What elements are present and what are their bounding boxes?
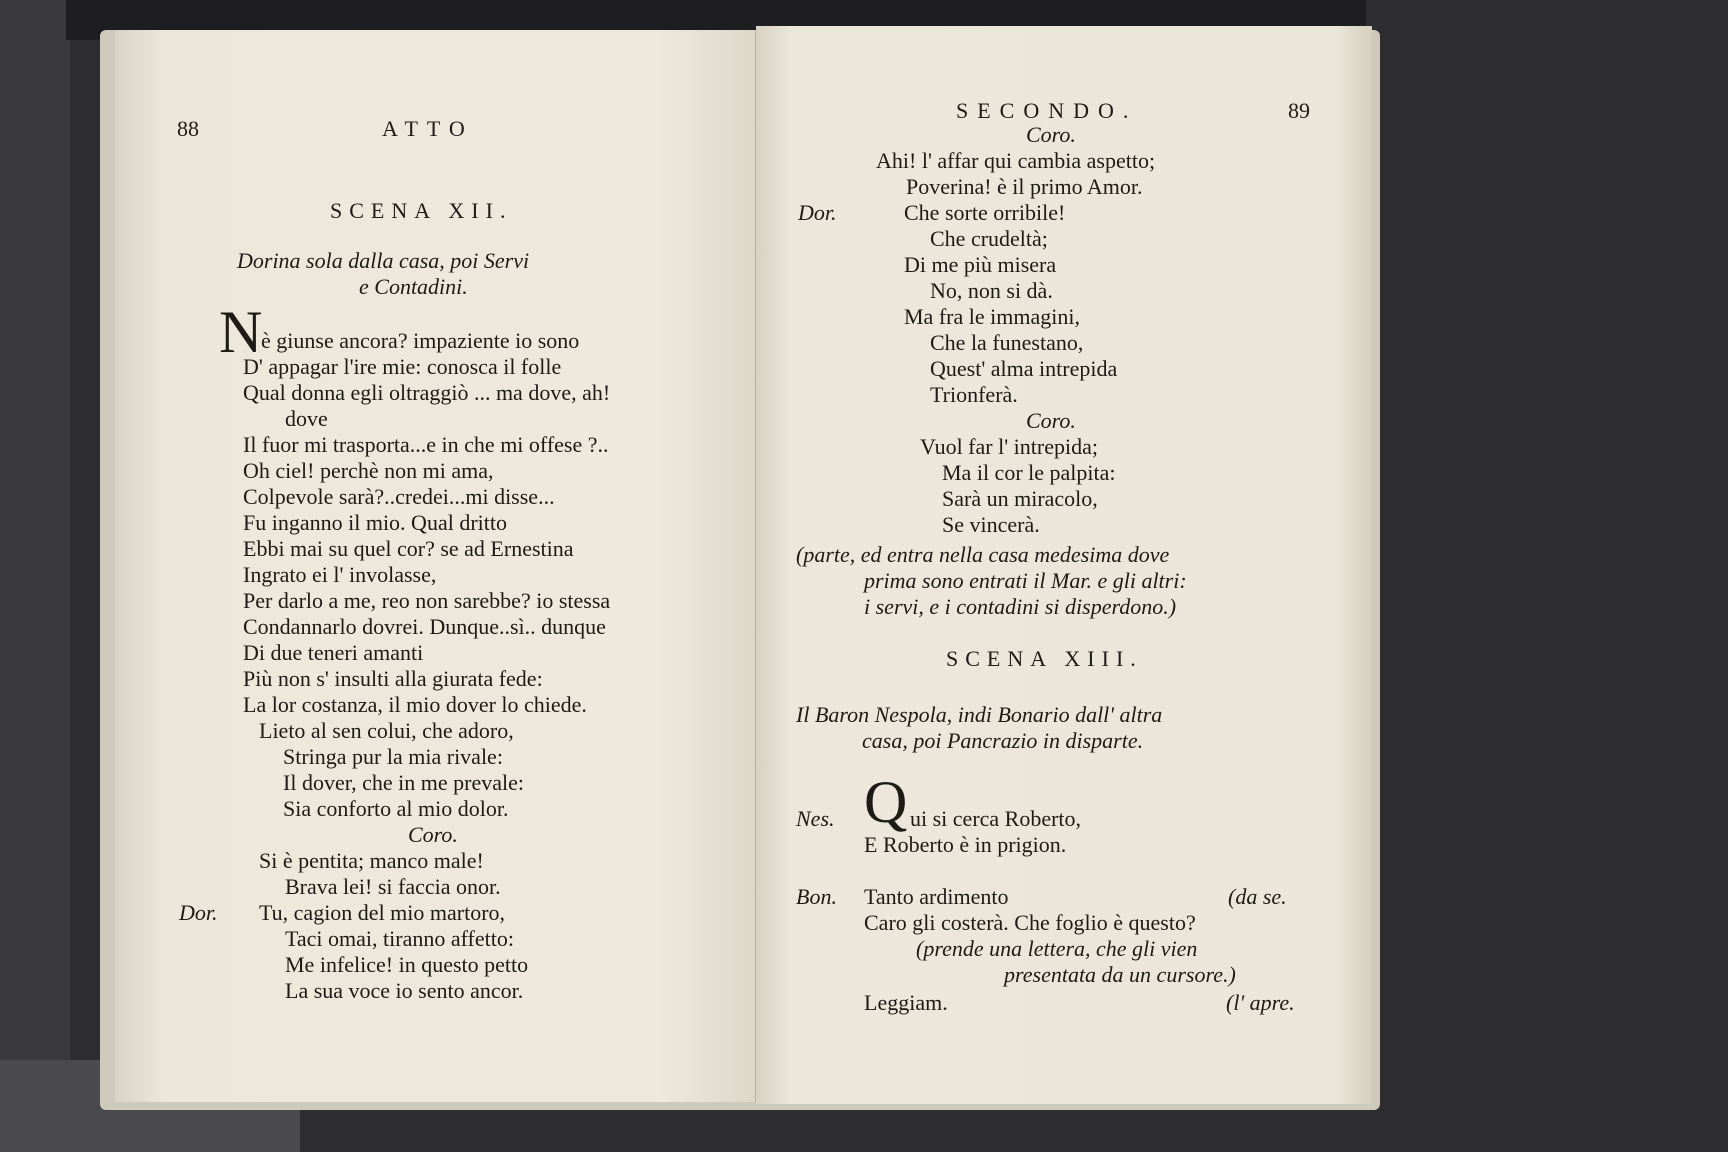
direction-lettera-1: (prende una lettera, che gli vien (916, 936, 1198, 961)
exit-direction-2: prima sono entrati il Mar. e gli altri: (864, 568, 1187, 593)
speaker-bon: Bon. (796, 884, 837, 909)
stage-direction-line-2: e Contadini. (359, 274, 468, 299)
verse-22: Brava lei! si faccia onor. (285, 874, 501, 899)
verse-11: Per darlo a me, reo non sarebbe? io stessa (243, 588, 611, 613)
verse-25: Me infelice! in questo petto (285, 952, 529, 977)
aside-da-se: (da se. (1228, 884, 1287, 909)
stage-direction-line-1: Dorina sola dalla casa, poi Servi (237, 248, 530, 273)
verse-26: La sua voce io sento ancor. (285, 978, 524, 1003)
bon-line-1: Tanto ardimento (864, 884, 1009, 909)
direction-lettera-2: presentata da un cursore.) (1004, 962, 1236, 987)
page-number-left: 88 (177, 116, 199, 141)
verse-16: Lieto al sen colui, che adoro, (259, 718, 514, 743)
verse-r6: No, non si dà. (930, 278, 1053, 303)
bon-line-2: Caro gli costerà. Che foglio è questo? (864, 910, 1196, 935)
leggiam-line: Leggiam. (864, 990, 948, 1015)
verse-12: Condannarlo dovrei. Dunque..sì.. dunque (243, 614, 606, 639)
verse-r12: Ma il cor le palpita: (942, 460, 1116, 485)
verse-13: Di due teneri amanti (243, 640, 424, 665)
scene-title-xiii: SCENA XIII. (946, 646, 1143, 671)
dropcap-q: Q (864, 769, 908, 835)
verse-r8: Che la funestano, (930, 330, 1084, 355)
verse-8: Fu inganno il mio. Qual dritto (243, 510, 507, 535)
background-left (0, 0, 70, 1152)
verse-19: Sia conforto al mio dolor. (283, 796, 509, 821)
running-header-right: SECONDO. (956, 98, 1138, 123)
speaker-nes: Nes. (796, 806, 835, 831)
verse-7: Colpevole sarà?..credei...mi disse... (243, 484, 555, 509)
speaker-dor-left: Dor. (179, 900, 218, 925)
verse-r1: Ahi! l' affar qui cambia aspetto; (876, 148, 1156, 173)
verse-r4: Che crudeltà; (930, 226, 1048, 251)
left-page (115, 30, 756, 1102)
speaker-coro-left: Coro. (408, 822, 458, 847)
verse-r3: Che sorte orribile! (904, 200, 1066, 225)
verse-r10: Trionferà. (930, 382, 1018, 407)
verse-14: Più non s' insulti alla giurata fede: (243, 666, 543, 691)
page-number-right: 89 (1288, 98, 1310, 123)
verse-r14: Se vincerà. (942, 512, 1040, 537)
verse-15: La lor costanza, il mio dover lo chiede. (243, 692, 587, 717)
verse-18: Il dover, che in me prevale: (283, 770, 525, 795)
verse-17: Stringa pur la mia rivale: (283, 744, 503, 769)
nes-line-1: ui si cerca Roberto, (910, 806, 1082, 831)
verse-21: Si è pentita; manco male! (259, 848, 484, 873)
verse-2: D' appagar l'ire mie: conosca il folle (243, 354, 562, 379)
verse-5: Il fuor mi trasporta...e in che mi offese ?.. (243, 432, 609, 457)
verse-23: Tu, cagion del mio martoro, (259, 900, 506, 925)
running-header-left: ATTO (382, 116, 474, 141)
speaker-coro-right-1: Coro. (1026, 122, 1076, 147)
verse-1: è giunse ancora? impaziente io sono (261, 328, 580, 353)
stage-direction-r1: Il Baron Nespola, indi Bonario dall' altra (796, 702, 1163, 727)
verse-r13: Sarà un miracolo, (942, 486, 1098, 511)
speaker-coro-right-2: Coro. (1026, 408, 1076, 433)
verse-6: Oh ciel! perchè non mi ama, (243, 458, 494, 483)
verse-4: dove (285, 406, 328, 431)
verse-9: Ebbi mai su quel cor? se ad Ernestina (243, 536, 574, 561)
right-page (756, 26, 1372, 1104)
exit-direction-3: i servi, e i contadini si disperdono.) (864, 594, 1177, 619)
scene-title-xii: SCENA XII. (330, 198, 513, 223)
verse-r2: Poverina! è il primo Amor. (906, 174, 1143, 199)
verse-3: Qual donna egli oltraggiò ... ma dove, ah! (243, 380, 611, 405)
verse-r11: Vuol far l' intrepida; (920, 434, 1098, 459)
stage-direction-r2: casa, poi Pancrazio in disparte. (862, 728, 1144, 753)
verse-r7: Ma fra le immagini, (904, 304, 1080, 329)
verse-r5: Di me più misera (904, 252, 1057, 277)
speaker-dor-right: Dor. (798, 200, 837, 225)
verse-r9: Quest' alma intrepida (930, 356, 1118, 381)
verse-24: Taci omai, tiranno affetto: (285, 926, 514, 951)
nes-line-2: E Roberto è in prigion. (864, 832, 1067, 857)
verse-10: Ingrato ei l' involasse, (243, 562, 437, 587)
dropcap-n: N (219, 299, 263, 365)
exit-direction-1: (parte, ed entra nella casa medesima dove (796, 542, 1170, 567)
aside-lapre: (l' apre. (1226, 990, 1295, 1015)
